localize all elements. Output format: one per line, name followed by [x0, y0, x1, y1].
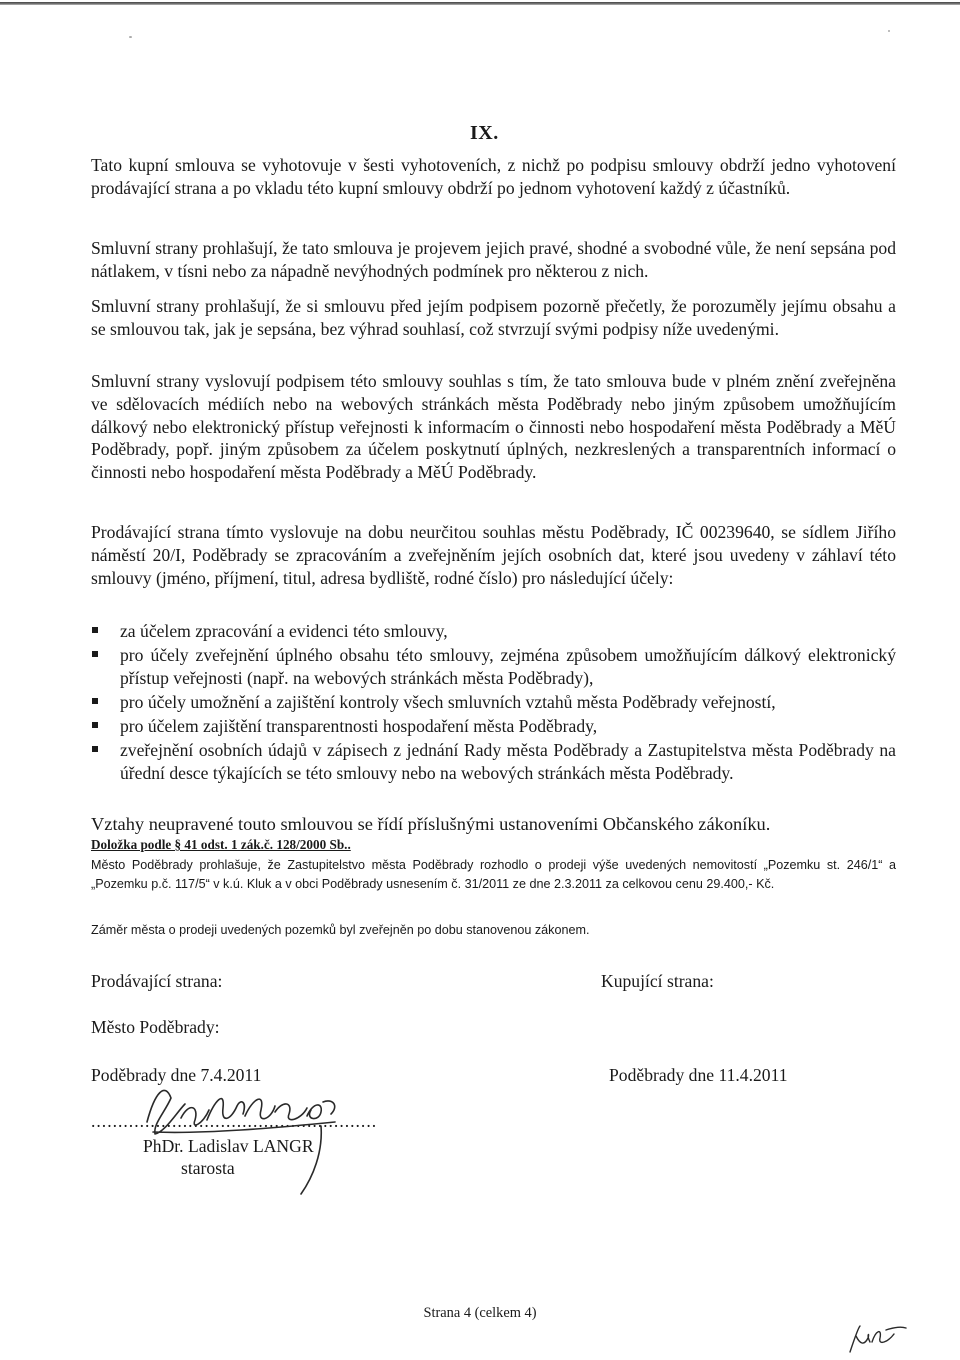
paragraph-copies: Tato kupní smlouva se vyhotovuje v šesti vyhotoveních, z nichž po podpisu smlouvy obdrží jedno vyhotovení prodávající strana a po vkladu této kupní smlouvy obdrží po jednom vyhotovení každý z účastníků. [91, 155, 896, 198]
handwritten-signature [125, 1062, 355, 1202]
scan-speck [129, 36, 132, 38]
section-numeral: IX. [470, 122, 499, 144]
page-footer: Strana 4 (celkem 4) [423, 1305, 537, 1321]
paragraph-personal-data-consent: Prodávající strana tímto vyslovuje na dobu neurčitou souhlas městu Poděbrady, IČ 00239640, se sídlem Jiřího náměstí 20/I, Poděbrady se zpracováním a zveřejněním jejích osobních dat, které jsou uvedeny v záhlaví této smlouvy (jméno, příjmení, titul, adresa bydliště, rodné číslo) pro následující účely: [91, 522, 896, 588]
signer-title: starosta [181, 1158, 235, 1178]
paragraph-publication-consent: Smluvní strany vyslovují podpisem této smlouvy souhlas s tím, že tato smlouva bude v plném znění zveřejněna ve sdělovacích médiích nebo na webových stránkách města Poděbrady nebo jiným způsobem umožňujícím dálkový nebo elektronický přístup veřejnosti k informacím o činnosti nebo hospodaření města Poděbrady a MěÚ Poděbrady, popř. jiným způsobem za účelem poskytnutí úplných, nezkreslených a transparentních informací o činnosti nebo hospodaření města Poděbrady a MěÚ Poděbrady. [91, 371, 896, 483]
seller-date: Poděbrady dne 7.4.2011 [91, 1065, 262, 1085]
list-item: pro účelem zajištění transparentnosti hospodaření města Poděbrady, [91, 715, 896, 738]
list-item: pro účely zveřejnění úplného obsahu této smlouvy, zejména způsobem umožňujícím dálkový elektronický přístup veřejnosti (např. na webových stránkách města Poděbrady), [91, 644, 896, 690]
signer-name: PhDr. Ladislav LANGR [143, 1136, 314, 1156]
scan-top-edge [0, 2, 960, 5]
buyer-label: Kupující strana: [601, 971, 714, 991]
seller-name: Město Poděbrady: [91, 1017, 220, 1037]
buyer-date: Poděbrady dne 11.4.2011 [609, 1065, 788, 1085]
clause-notice: Záměr města o prodeji uvedených pozemků byl zveřejněn po dobu stanovenou zákonem. [91, 923, 590, 937]
signature-line: ..................................................... [91, 1111, 378, 1131]
initials-signature [842, 1322, 912, 1356]
clause-text: Město Poděbrady prohlašuje, že Zastupitelstvo města Poděbrady rozhodlo o prodeji výše uvedených nemovitostí „Pozemku st. 246/1“ a „Pozemku p.č. 117/5“ v k.ú. Kluk a v obci Poděbrady usnesením č. 31/2011 ze dne 2.3.2011 za celkovou cenu 29.400,- Kč. [91, 858, 896, 891]
closing-statement: Vztahy neupravené touto smlouvou se řídí příslušnými ustanoveními Občanského zákoníku. [91, 814, 771, 834]
list-item: zveřejnění osobních údajů v zápisech z jednání Rady města Poděbrady a Zastupitelstva města Poděbrady na úřední desce týkajících se této smlouvy nebo na webových stránkách města Poděbrady. [91, 739, 896, 785]
clause-heading: Doložka podle § 41 odst. 1 zák.č. 128/2000 Sb.. [91, 837, 351, 852]
scan-speck [888, 30, 890, 32]
list-item: za účelem zpracování a evidenci této smlouvy, [91, 620, 896, 643]
seller-label: Prodávající strana: [91, 971, 223, 991]
list-item: pro účely umožnění a zajištění kontroly všech smluvních vztahů města Poděbrady veřejností, [91, 691, 896, 714]
paragraph-free-will: Smluvní strany prohlašují, že tato smlouva je projevem jejich pravé, shodné a svobodné vůle, že není sepsána pod nátlakem, v tísni nebo za nápadně nevýhodných podmínek pro některou z nich. [91, 238, 896, 281]
paragraph-read-and-agree: Smluvní strany prohlašují, že si smlouvu před jejím podpisem pozorně přečetly, že porozuměly jejímu obsahu a se smlouvou tak, jak je sepsána, bez výhrad souhlasí, což stvrzují svými podpisy níže uvedenými. [91, 296, 896, 339]
purposes-list [91, 620, 896, 786]
